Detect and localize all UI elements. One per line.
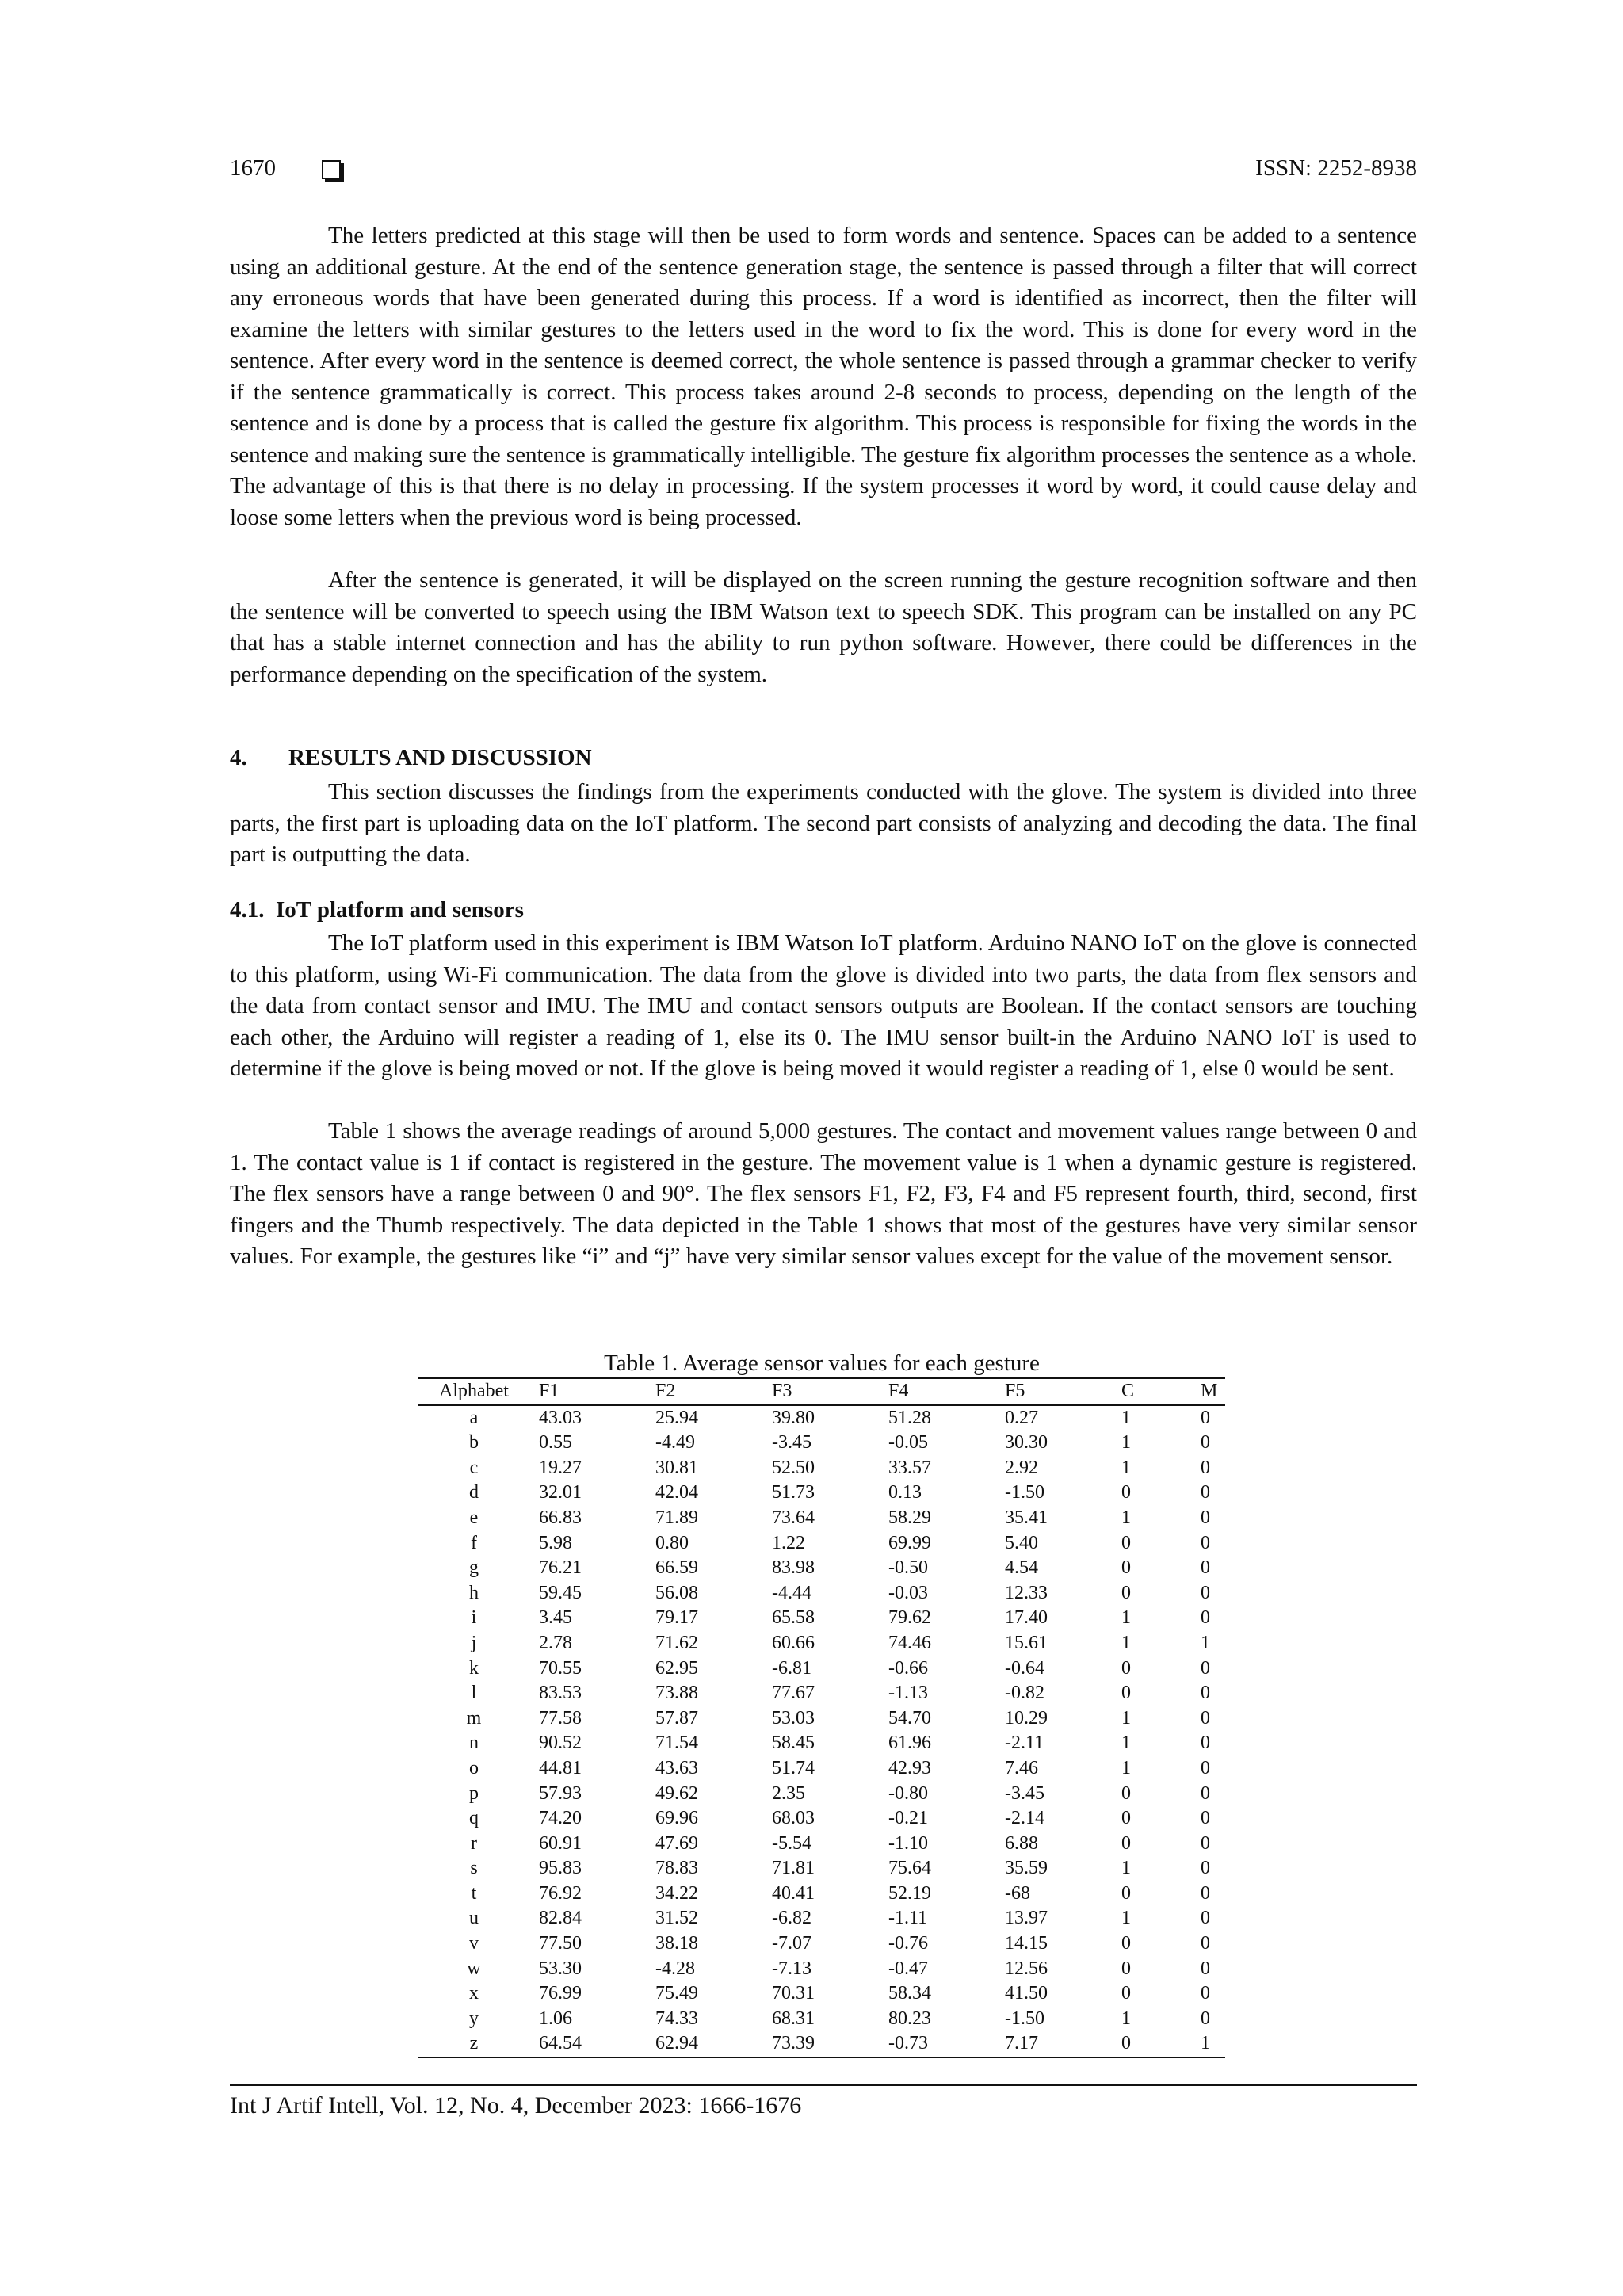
sensor-value-cell: 42.93 — [888, 1757, 931, 1778]
column-header: Alphabet — [439, 1381, 509, 1401]
section-4-heading — [230, 745, 592, 771]
paragraph-iot-platform: The IoT platform used in this experiment is IBM Watson IoT platform. Arduino NANO IoT on the glove is connected to this platform, using Wi-Fi communication. The data from the glove is divided into two parts, the data from flex sensors and the data from contact sensor and IMU. The IMU and contact sensors outputs are Boolean. If the contact sensors are touching each other, the Arduino will register a reading of 1, else its 0. The IMU sensor built-in the Arduino NANO IoT is used to determine if the glove is being moved or not. If the glove is being moved it would register a reading of 1, else 0 would be sent. — [230, 930, 1417, 1081]
sensor-value-cell: 0.55 — [539, 1432, 572, 1454]
sensor-value-cell: 1 — [1121, 1757, 1131, 1778]
sensor-value-cell: 13.97 — [1005, 1908, 1048, 1929]
sensor-value-cell: -0.64 — [1005, 1657, 1044, 1679]
sensor-value-cell: 49.62 — [655, 1782, 698, 1804]
row-letter-cell: n — [469, 1733, 479, 1754]
table-row — [418, 1606, 1225, 1631]
sensor-value-cell: 2.35 — [772, 1782, 805, 1804]
row-letter-cell: u — [469, 1908, 479, 1929]
sensor-value-cell: -0.21 — [888, 1808, 928, 1829]
sensor-value-cell: 0 — [1201, 1808, 1210, 1829]
table-row — [418, 1681, 1225, 1706]
table-header-row — [418, 1378, 1225, 1405]
sensor-value-cell: 60.66 — [772, 1632, 815, 1653]
table-row — [418, 1506, 1225, 1531]
sensor-value-cell: -7.07 — [772, 1933, 812, 1954]
row-letter-cell: z — [469, 2033, 479, 2054]
table-row — [418, 1480, 1225, 1506]
sensor-value-cell: 66.59 — [655, 1557, 698, 1579]
sensor-value-cell: -0.66 — [888, 1657, 928, 1679]
sensor-value-cell: 71.89 — [655, 1507, 698, 1528]
sensor-value-cell: 51.73 — [772, 1482, 815, 1503]
table-caption: Table 1. Average sensor values for each gesture — [604, 1350, 1040, 1376]
table-1 — [418, 1350, 1225, 2058]
table-row — [418, 1981, 1225, 2007]
sensor-value-cell: 1 — [1121, 1507, 1131, 1528]
sensor-value-cell: 73.64 — [772, 1507, 815, 1528]
sensor-value-cell: 58.29 — [888, 1507, 931, 1528]
sensor-value-cell: 0 — [1201, 2008, 1210, 2029]
sensor-value-cell: 0 — [1121, 1808, 1131, 1829]
sensor-value-cell: 0 — [1201, 1657, 1210, 1679]
sensor-value-cell: 61.96 — [888, 1733, 931, 1754]
row-letter-cell: v — [469, 1933, 479, 1954]
sensor-value-cell: 65.58 — [772, 1607, 815, 1629]
sensor-value-cell: 1 — [1121, 1457, 1131, 1478]
sensor-value-cell: 0 — [1201, 1482, 1210, 1503]
sensor-value-cell: 54.70 — [888, 1707, 931, 1729]
row-letter-cell: e — [469, 1507, 479, 1528]
sensor-value-cell: -5.54 — [772, 1832, 812, 1854]
sensor-value-cell: 30.30 — [1005, 1432, 1048, 1454]
sensor-value-cell: 19.27 — [539, 1457, 582, 1478]
column-header: F4 — [888, 1381, 909, 1401]
row-letter-cell: j — [471, 1632, 477, 1653]
sensor-value-cell: -7.13 — [772, 1958, 812, 1979]
sensor-value-cell: 83.98 — [772, 1557, 815, 1579]
sensor-value-cell: 79.17 — [655, 1607, 698, 1629]
footer-rule — [230, 2084, 1417, 2086]
sensor-value-cell: 68.03 — [772, 1808, 815, 1829]
sensor-value-cell: 2.78 — [539, 1632, 572, 1653]
sensor-value-cell: 70.31 — [772, 1983, 815, 2004]
row-letter-cell: w — [467, 1958, 481, 1979]
sensor-value-cell: 0 — [1201, 1557, 1210, 1579]
table-row — [418, 2007, 1225, 2032]
sensor-value-cell: 5.98 — [539, 1532, 572, 1553]
sensor-value-cell: 64.54 — [539, 2033, 582, 2054]
sensor-value-cell: 3.45 — [539, 1607, 572, 1629]
sensor-value-cell: 7.46 — [1005, 1757, 1038, 1778]
row-letter-cell: k — [469, 1657, 479, 1679]
sensor-value-cell: 80.23 — [888, 2008, 931, 2029]
sensor-value-cell: 0 — [1201, 1582, 1210, 1603]
section-4-1-heading — [230, 897, 524, 923]
sensor-value-cell: -2.14 — [1005, 1808, 1044, 1829]
table-row — [418, 1656, 1225, 1682]
sensor-value-cell: 1 — [1121, 2008, 1131, 2029]
sensor-value-cell: 0 — [1201, 1782, 1210, 1804]
row-letter-cell: x — [469, 1983, 479, 2004]
table-row — [418, 1832, 1225, 1857]
sensor-value-cell: 75.49 — [655, 1983, 698, 2004]
sensor-value-cell: 51.74 — [772, 1757, 815, 1778]
sensor-value-cell: 0 — [1121, 1782, 1131, 1804]
sensor-value-cell: -68 — [1005, 1882, 1030, 1904]
section-4-title: RESULTS AND DISCUSSION — [288, 745, 592, 770]
row-letter-cell: m — [466, 1707, 482, 1729]
sensor-value-cell: 0 — [1201, 1983, 1210, 2004]
sensor-value-cell: 58.45 — [772, 1733, 815, 1754]
sensor-value-cell: 1 — [1121, 1632, 1131, 1653]
sensor-value-cell: 76.99 — [539, 1983, 582, 2004]
sensor-value-cell: 1 — [1121, 1707, 1131, 1729]
sensor-value-cell: 73.88 — [655, 1683, 698, 1704]
sensor-value-cell: 17.40 — [1005, 1607, 1048, 1629]
sensor-value-cell: 33.57 — [888, 1457, 931, 1478]
row-letter-cell: t — [471, 1882, 477, 1904]
sensor-value-cell: 70.55 — [539, 1657, 582, 1679]
sensor-value-cell: 0 — [1121, 1532, 1131, 1553]
column-header: M — [1201, 1381, 1218, 1401]
row-letter-cell: f — [471, 1532, 477, 1553]
sensor-value-cell: 1 — [1121, 1733, 1131, 1754]
sensor-value-cell: 35.59 — [1005, 1858, 1048, 1879]
table-row — [418, 1531, 1225, 1557]
sensor-value-cell: 35.41 — [1005, 1507, 1048, 1528]
sensor-value-cell: -1.10 — [888, 1832, 928, 1854]
table-row — [418, 1405, 1225, 1431]
sensor-value-cell: 82.84 — [539, 1908, 582, 1929]
table-row — [418, 2031, 1225, 2057]
row-letter-cell: a — [469, 1407, 479, 1428]
sensor-value-cell: 62.94 — [655, 2033, 698, 2054]
sensor-value-cell: 32.01 — [539, 1482, 582, 1503]
sensor-value-cell: 12.33 — [1005, 1582, 1048, 1603]
table-row — [418, 1957, 1225, 1982]
sensor-value-cell: 71.81 — [772, 1858, 815, 1879]
sensor-value-cell: 40.41 — [772, 1882, 815, 1904]
sensor-value-cell: -0.03 — [888, 1582, 928, 1603]
sensor-value-cell: 0 — [1201, 1882, 1210, 1904]
sensor-value-cell: -1.13 — [888, 1683, 928, 1704]
column-header: F5 — [1005, 1381, 1025, 1401]
sensor-value-cell: 0 — [1121, 1832, 1131, 1854]
sensor-value-cell: 4.54 — [1005, 1557, 1038, 1579]
paragraph-table-description: Table 1 shows the average readings of around 5,000 gestures. The contact and movement values range between 0 and 1. The contact value is 1 if contact is registered in the gesture. The movement value is 1 when a dynamic gesture is registered. The flex sensors have a range between 0 and 90°. The flex sensors F1, F2, F3, F4 and F5 represent fourth, third, second, first fingers and the Thumb respectively. The data depicted in the Table 1 shows that most of the gestures have very similar sensor values. For example, the gestures like “i” and “j” have very similar sensor values except for the value of the movement sensor. — [230, 1118, 1417, 1269]
table-row — [418, 1881, 1225, 1907]
sensor-value-cell: 69.96 — [655, 1808, 698, 1829]
sensor-value-cell: -0.82 — [1005, 1683, 1044, 1704]
sensor-value-cell: 1 — [1121, 1607, 1131, 1629]
sensor-value-cell: 57.93 — [539, 1782, 582, 1804]
sensor-value-cell: 95.83 — [539, 1858, 582, 1879]
section-4-1-title: IoT platform and sensors — [276, 897, 524, 923]
sensor-value-cell: 0 — [1121, 1657, 1131, 1679]
sensor-value-cell: 2.92 — [1005, 1457, 1038, 1478]
sensor-value-cell: 53.30 — [539, 1958, 582, 1979]
sensor-value-cell: 25.94 — [655, 1407, 698, 1428]
sensor-value-cell: 76.21 — [539, 1557, 582, 1579]
sensor-value-cell: -0.47 — [888, 1958, 928, 1979]
sensor-value-cell: 0 — [1121, 1557, 1131, 1579]
sensor-value-cell: 10.29 — [1005, 1707, 1048, 1729]
sensor-value-cell: 1 — [1121, 1432, 1131, 1454]
sensor-value-cell: 0 — [1201, 1733, 1210, 1754]
section-4-number: 4. — [230, 745, 247, 770]
sensor-value-cell: 12.56 — [1005, 1958, 1048, 1979]
paragraph-results-intro: This section discusses the findings from the experiments conducted with the glove. The system is divided into three parts, the first part is uploading data on the IoT platform. The second part consists of analyzing and decoding the data. The final part is outputting the data. — [230, 779, 1417, 867]
sensor-value-cell: 0 — [1121, 1582, 1131, 1603]
sensor-value-cell: -6.82 — [772, 1908, 812, 1929]
sensor-value-cell: 15.61 — [1005, 1632, 1048, 1653]
page-number: 1670 — [230, 155, 276, 181]
table-row — [418, 1456, 1225, 1481]
sensor-value-cell: 73.39 — [772, 2033, 815, 2054]
sensor-value-cell: 0 — [1201, 1432, 1210, 1454]
sensor-value-cell: 77.58 — [539, 1707, 582, 1729]
sensor-value-cell: 0 — [1121, 1683, 1131, 1704]
sensor-values-table — [418, 1377, 1225, 2058]
table-row — [418, 1581, 1225, 1606]
page-header — [230, 155, 1417, 187]
sensor-value-cell: 0 — [1201, 1933, 1210, 1954]
table-body — [418, 1405, 1225, 2057]
sensor-value-cell: 77.67 — [772, 1683, 815, 1704]
row-letter-cell: g — [469, 1557, 479, 1579]
row-letter-cell: q — [469, 1808, 479, 1829]
sensor-value-cell: 47.69 — [655, 1832, 698, 1854]
sensor-value-cell: 0 — [1201, 1757, 1210, 1778]
square-bullet-icon — [322, 160, 341, 179]
sensor-value-cell: 5.40 — [1005, 1532, 1038, 1553]
column-header: F3 — [772, 1381, 792, 1401]
sensor-value-cell: 90.52 — [539, 1733, 582, 1754]
sensor-value-cell: 0 — [1201, 1507, 1210, 1528]
sensor-value-cell: 0 — [1121, 1882, 1131, 1904]
sensor-value-cell: 0 — [1201, 1958, 1210, 1979]
sensor-value-cell: 53.03 — [772, 1707, 815, 1729]
sensor-value-cell: 7.17 — [1005, 2033, 1038, 2054]
sensor-value-cell: -6.81 — [772, 1657, 812, 1679]
sensor-value-cell: 30.81 — [655, 1457, 698, 1478]
sensor-value-cell: 52.19 — [888, 1882, 931, 1904]
row-letter-cell: b — [469, 1432, 479, 1454]
sensor-value-cell: 0 — [1121, 2033, 1131, 2054]
table-row — [418, 1706, 1225, 1732]
sensor-value-cell: -4.49 — [655, 1432, 695, 1454]
sensor-value-cell: 43.63 — [655, 1757, 698, 1778]
sensor-value-cell: 78.83 — [655, 1858, 698, 1879]
sensor-value-cell: 0 — [1121, 1933, 1131, 1954]
sensor-value-cell: -3.45 — [772, 1432, 812, 1454]
sensor-value-cell: 74.33 — [655, 2008, 698, 2029]
sensor-value-cell: 38.18 — [655, 1933, 698, 1954]
row-letter-cell: r — [471, 1832, 477, 1854]
sensor-value-cell: -0.50 — [888, 1557, 928, 1579]
row-letter-cell: s — [470, 1858, 478, 1879]
sensor-value-cell: -0.76 — [888, 1933, 928, 1954]
sensor-value-cell: 79.62 — [888, 1607, 931, 1629]
sensor-value-cell: 71.54 — [655, 1733, 698, 1754]
sensor-value-cell: 74.46 — [888, 1632, 931, 1653]
sensor-value-cell: 1 — [1121, 1858, 1131, 1879]
row-letter-cell: h — [469, 1582, 479, 1603]
sensor-value-cell: 1 — [1121, 1407, 1131, 1428]
sensor-value-cell: 0.27 — [1005, 1407, 1038, 1428]
sensor-value-cell: 34.22 — [655, 1882, 698, 1904]
sensor-value-cell: 0 — [1201, 1908, 1210, 1929]
sensor-value-cell: 58.34 — [888, 1983, 931, 2004]
sensor-value-cell: -0.73 — [888, 2033, 928, 2054]
row-letter-cell: p — [469, 1782, 479, 1804]
sensor-value-cell: -2.11 — [1005, 1733, 1044, 1754]
column-header: C — [1121, 1381, 1135, 1401]
sensor-value-cell: 0.80 — [655, 1532, 689, 1553]
sensor-value-cell: 1.22 — [772, 1532, 805, 1553]
sensor-value-cell: 1 — [1121, 1908, 1131, 1929]
table-row — [418, 1431, 1225, 1456]
table-row — [418, 1556, 1225, 1581]
sensor-value-cell: 1 — [1201, 2033, 1210, 2054]
sensor-value-cell: 68.31 — [772, 2008, 815, 2029]
sensor-value-cell: -1.50 — [1005, 2008, 1044, 2029]
sensor-value-cell: 0 — [1121, 1482, 1131, 1503]
sensor-value-cell: 0 — [1201, 1858, 1210, 1879]
sensor-value-cell: 75.64 — [888, 1858, 931, 1879]
table-row — [418, 1806, 1225, 1832]
section-4-1-number: 4.1. — [230, 897, 265, 923]
sensor-value-cell: 71.62 — [655, 1632, 698, 1653]
sensor-value-cell: -4.44 — [772, 1582, 812, 1603]
sensor-value-cell: 76.92 — [539, 1882, 582, 1904]
row-letter-cell: l — [471, 1683, 477, 1704]
sensor-value-cell: 14.15 — [1005, 1933, 1048, 1954]
sensor-value-cell: 44.81 — [539, 1757, 582, 1778]
sensor-value-cell: 1 — [1201, 1632, 1210, 1653]
sensor-value-cell: -0.05 — [888, 1432, 928, 1454]
sensor-value-cell: 1.06 — [539, 2008, 572, 2029]
sensor-value-cell: 6.88 — [1005, 1832, 1038, 1854]
issn-label: ISSN: 2252-8938 — [1255, 155, 1417, 181]
sensor-value-cell: 41.50 — [1005, 1983, 1048, 2004]
sensor-value-cell: 56.08 — [655, 1582, 698, 1603]
row-letter-cell: c — [469, 1457, 479, 1478]
sensor-value-cell: 0 — [1201, 1707, 1210, 1729]
sensor-value-cell: 31.52 — [655, 1908, 698, 1929]
sensor-value-cell: -4.28 — [655, 1958, 695, 1979]
sensor-value-cell: -1.50 — [1005, 1482, 1044, 1503]
table-row — [418, 1856, 1225, 1881]
sensor-value-cell: 0 — [1201, 1607, 1210, 1629]
sensor-value-cell: 74.20 — [539, 1808, 582, 1829]
table-row — [418, 1782, 1225, 1807]
sensor-value-cell: 52.50 — [772, 1457, 815, 1478]
sensor-value-cell: 0 — [1201, 1407, 1210, 1428]
row-letter-cell: o — [469, 1757, 479, 1778]
footer-citation: Int J Artif Intell, Vol. 12, No. 4, December 2023: 1666-1676 — [230, 2092, 802, 2118]
sensor-value-cell: 0.13 — [888, 1482, 922, 1503]
sensor-value-cell: 0 — [1201, 1532, 1210, 1553]
sensor-value-cell: -3.45 — [1005, 1782, 1044, 1804]
column-header: F1 — [539, 1381, 559, 1401]
row-letter-cell: y — [469, 2008, 479, 2029]
sensor-value-cell: 57.87 — [655, 1707, 698, 1729]
sensor-value-cell: 59.45 — [539, 1582, 582, 1603]
paragraph-sentence-filter: The letters predicted at this stage will then be used to form words and sentence. Spaces can be added to a sentence using an additional gesture. At the end of the sentence generation stage, the sentence is passed through a filter that will correct any erroneous words that have been generated during this process. If a word is identified as incorrect, then the filter will examine the letters with similar gestures to the letters used in the word to fix the word. This is done for every word in the sentence. After every word in the sentence is deemed correct, the whole sentence is passed through a grammar checker to verify if the sentence grammatically is correct. This process takes around 2-8 seconds to process, depending on the length of the sentence and is done by a process that is called the gesture fix algorithm. This process is responsible for fixing the words in the sentence and making sure the sentence is grammatically intelligible. The gesture fix algorithm processes the sentence as a whole. The advantage of this is that there is no delay in processing. If the system processes it word by word, it could cause delay and loose some letters when the previous word is being processed. — [230, 223, 1417, 530]
sensor-value-cell: 42.04 — [655, 1482, 698, 1503]
sensor-value-cell: 62.95 — [655, 1657, 698, 1679]
sensor-value-cell: 66.83 — [539, 1507, 582, 1528]
table-row — [418, 1631, 1225, 1656]
sensor-value-cell: 39.80 — [772, 1407, 815, 1428]
paragraph-speech-output: After the sentence is generated, it will be displayed on the screen running the gesture recognition software and then the sentence will be converted to speech using the IBM Watson text to speech SDK. This program can be installed on any PC that has a stable internet connection and has the ability to run python software. However, there could be differences in the performance depending on the specification of the system. — [230, 567, 1417, 687]
table-row — [418, 1756, 1225, 1782]
sensor-value-cell: 0 — [1121, 1983, 1131, 2004]
sensor-value-cell: 0 — [1121, 1958, 1131, 1979]
table-row — [418, 1731, 1225, 1756]
sensor-value-cell: 43.03 — [539, 1407, 582, 1428]
sensor-value-cell: 0 — [1201, 1683, 1210, 1704]
row-letter-cell: d — [469, 1482, 479, 1503]
sensor-value-cell: 60.91 — [539, 1832, 582, 1854]
table-row — [418, 1906, 1225, 1931]
sensor-value-cell: 0 — [1201, 1832, 1210, 1854]
sensor-value-cell: 51.28 — [888, 1407, 931, 1428]
sensor-value-cell: 0 — [1201, 1457, 1210, 1478]
sensor-value-cell: -1.11 — [888, 1908, 928, 1929]
sensor-value-cell: 69.99 — [888, 1532, 931, 1553]
row-letter-cell: i — [471, 1607, 477, 1629]
sensor-value-cell: 83.53 — [539, 1683, 582, 1704]
sensor-value-cell: 77.50 — [539, 1933, 582, 1954]
column-header: F2 — [655, 1381, 676, 1401]
sensor-value-cell: -0.80 — [888, 1782, 928, 1804]
table-row — [418, 1931, 1225, 1957]
